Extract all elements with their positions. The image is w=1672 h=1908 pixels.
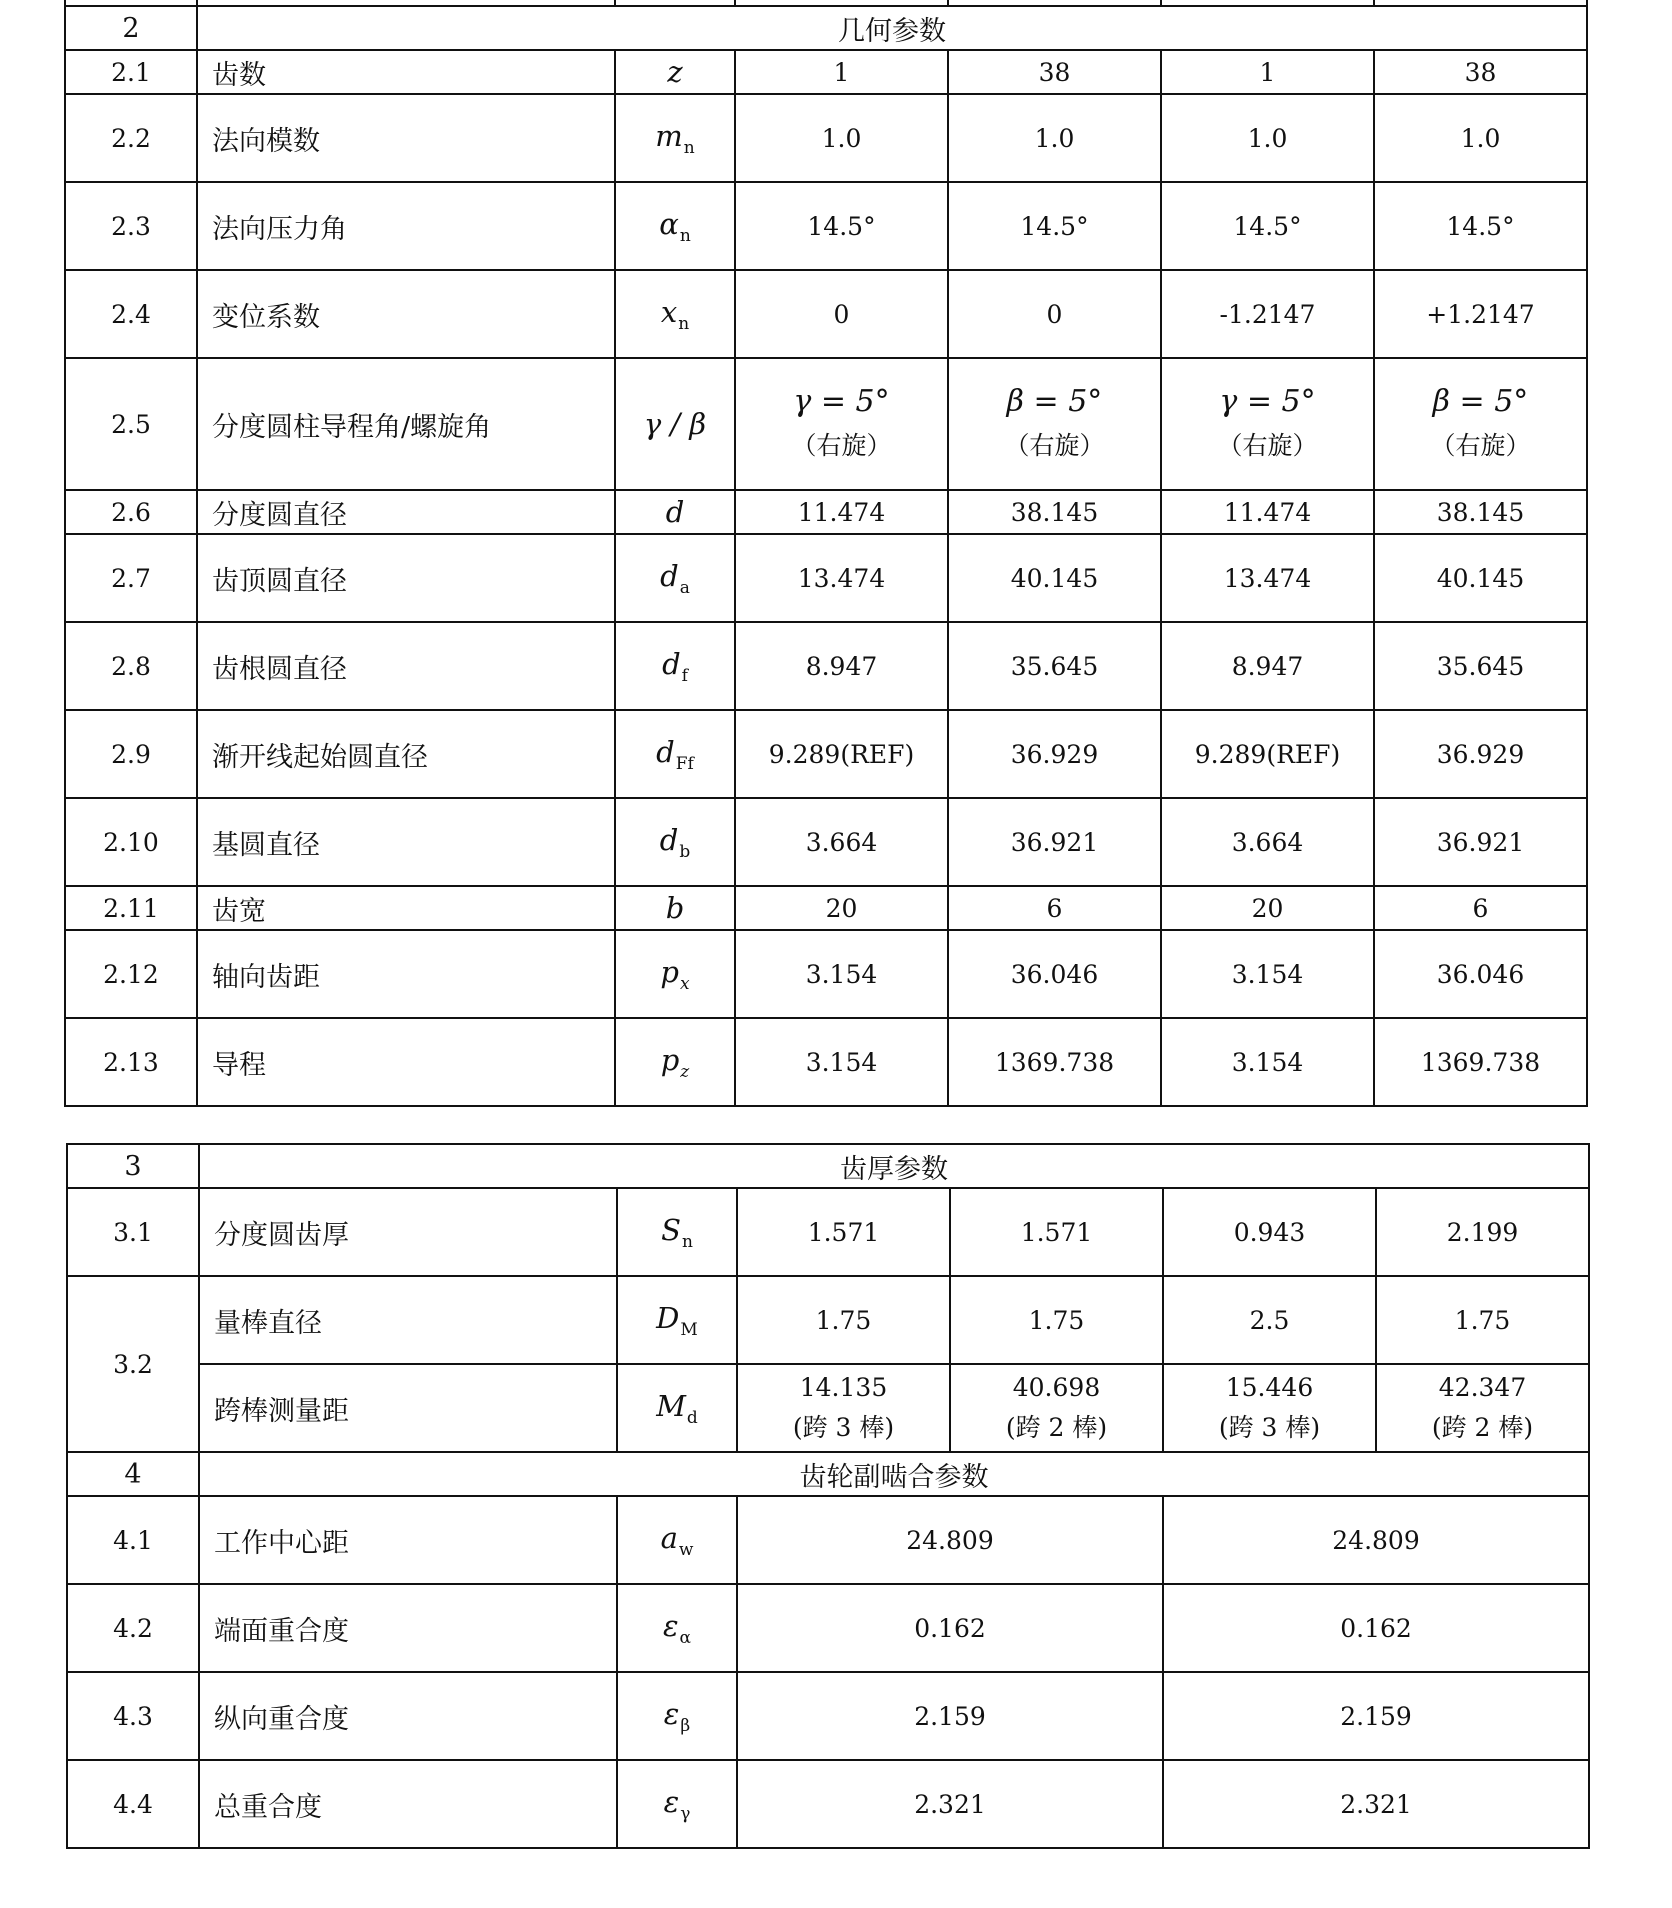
value-cell: 38.145 — [948, 490, 1161, 534]
value-cell: 1.0 — [1161, 94, 1374, 182]
table-row — [65, 182, 1587, 270]
section-header-row — [67, 1452, 1589, 1496]
parameter-symbol: $d_{Ff}$ — [615, 710, 735, 798]
section-header-row — [65, 6, 1587, 50]
parameter-symbol: $p_z$ — [615, 1018, 735, 1106]
value-cell: 1 — [1161, 50, 1374, 94]
value-cell: 35.645 — [1374, 622, 1587, 710]
value-cell: 36.929 — [948, 710, 1161, 798]
table-row — [65, 270, 1587, 358]
table-row — [65, 534, 1587, 622]
table-row — [65, 710, 1587, 798]
value-cell: γ = 5° （右旋） — [735, 358, 948, 490]
value-cell: 3.154 — [1161, 1018, 1374, 1106]
value-cell: 2.199 — [1376, 1188, 1589, 1276]
row-number: 3.1 — [67, 1188, 199, 1276]
value-cell: γ = 5° （右旋） — [1161, 358, 1374, 490]
value-cell: 1.0 — [948, 94, 1161, 182]
table-row — [65, 490, 1587, 534]
value-cell: 6 — [948, 886, 1161, 930]
parameter-name: 轴向齿距 — [197, 930, 615, 1018]
value-cell: 36.921 — [948, 798, 1161, 886]
parameter-name: 变位系数 — [197, 270, 615, 358]
section-number: 3 — [67, 1144, 199, 1188]
value-cell: 1.0 — [735, 94, 948, 182]
parameter-name: 纵向重合度 — [199, 1672, 617, 1760]
value-cell: 36.921 — [1374, 798, 1587, 886]
geometry-parameters-table — [64, 0, 1588, 1107]
value-cell: 24.809 — [1163, 1496, 1589, 1584]
value-cell: 1.571 — [950, 1188, 1163, 1276]
parameter-symbol: b — [615, 886, 735, 930]
parameter-name: 工作中心距 — [199, 1496, 617, 1584]
value-cell: 36.046 — [1374, 930, 1587, 1018]
section-title: 几何参数 — [197, 6, 1587, 50]
row-number: 2.8 — [65, 622, 197, 710]
value-cell: 40.145 — [1374, 534, 1587, 622]
table-row — [65, 886, 1587, 930]
parameter-name: 齿顶圆直径 — [197, 534, 615, 622]
parameter-name: 分度圆柱导程角/螺旋角 — [197, 358, 615, 490]
value-cell: 6 — [1374, 886, 1587, 930]
parameter-name: 基圆直径 — [197, 798, 615, 886]
value-cell: 42.347 (跨 2 棒) — [1376, 1364, 1589, 1452]
row-number: 2.1 — [65, 50, 197, 94]
table-row — [65, 930, 1587, 1018]
parameter-symbol: z — [615, 50, 735, 94]
table-row — [67, 1760, 1589, 1848]
row-number: 2.11 — [65, 886, 197, 930]
value-cell: 1.75 — [737, 1276, 950, 1364]
parameter-symbol: d — [615, 490, 735, 534]
value-cell: 0.162 — [1163, 1584, 1589, 1672]
row-number: 2.13 — [65, 1018, 197, 1106]
table-row — [65, 94, 1587, 182]
value-cell: 2.159 — [737, 1672, 1163, 1760]
row-number: 4.4 — [67, 1760, 199, 1848]
value-cell: 0 — [735, 270, 948, 358]
table-row — [65, 798, 1587, 886]
section-title: 齿厚参数 — [199, 1144, 1589, 1188]
value-cell: 3.664 — [735, 798, 948, 886]
value-cell: 11.474 — [735, 490, 948, 534]
row-number: 4.1 — [67, 1496, 199, 1584]
parameter-symbol: $D_M$ — [617, 1276, 737, 1364]
row-number: 2.7 — [65, 534, 197, 622]
value-cell: 38 — [1374, 50, 1587, 94]
parameter-name: 跨棒测量距 — [199, 1364, 617, 1452]
parameter-name: 端面重合度 — [199, 1584, 617, 1672]
row-number: 2.4 — [65, 270, 197, 358]
row-number: 2.12 — [65, 930, 197, 1018]
parameter-name: 总重合度 — [199, 1760, 617, 1848]
value-cell: 40.145 — [948, 534, 1161, 622]
parameter-name: 齿根圆直径 — [197, 622, 615, 710]
value-cell: 2.159 — [1163, 1672, 1589, 1760]
value-cell: 38 — [948, 50, 1161, 94]
parameter-symbol: $d_f$ — [615, 622, 735, 710]
value-cell: 0 — [948, 270, 1161, 358]
parameter-symbol: $\alpha_n$ — [615, 182, 735, 270]
table-row — [67, 1672, 1589, 1760]
value-cell: 9.289(REF) — [735, 710, 948, 798]
section-title: 齿轮副啮合参数 — [199, 1452, 1589, 1496]
value-cell: β = 5° （右旋） — [1374, 358, 1587, 490]
row-number: 4.3 — [67, 1672, 199, 1760]
value-cell: 14.135 (跨 3 棒) — [737, 1364, 950, 1452]
value-cell: 14.5° — [948, 182, 1161, 270]
parameter-name: 分度圆直径 — [197, 490, 615, 534]
table-row — [65, 622, 1587, 710]
value-cell: 8.947 — [735, 622, 948, 710]
value-cell: 24.809 — [737, 1496, 1163, 1584]
value-cell: 1369.738 — [1374, 1018, 1587, 1106]
value-cell: 0.162 — [737, 1584, 1163, 1672]
value-cell: 1369.738 — [948, 1018, 1161, 1106]
value-cell: 14.5° — [1374, 182, 1587, 270]
value-cell: 3.154 — [735, 930, 948, 1018]
value-cell: 15.446 (跨 3 棒) — [1163, 1364, 1376, 1452]
parameter-symbol: $\varepsilon_\alpha$ — [617, 1584, 737, 1672]
table-row — [67, 1584, 1589, 1672]
value-cell: 1 — [735, 50, 948, 94]
value-cell: 11.474 — [1161, 490, 1374, 534]
row-number: 2.9 — [65, 710, 197, 798]
value-cell: -1.2147 — [1161, 270, 1374, 358]
parameter-name: 渐开线起始圆直径 — [197, 710, 615, 798]
parameter-symbol: $S_n$ — [617, 1188, 737, 1276]
value-cell: 8.947 — [1161, 622, 1374, 710]
parameter-symbol: $M_d$ — [617, 1364, 737, 1452]
parameter-symbol: $a_w$ — [617, 1496, 737, 1584]
parameter-name: 齿数 — [197, 50, 615, 94]
value-cell: 1.571 — [737, 1188, 950, 1276]
row-number: 2.3 — [65, 182, 197, 270]
table-row — [65, 358, 1587, 490]
section-header-row — [67, 1144, 1589, 1188]
value-cell: 40.698 (跨 2 棒) — [950, 1364, 1163, 1452]
value-cell: 3.664 — [1161, 798, 1374, 886]
row-number: 2.6 — [65, 490, 197, 534]
value-cell: 13.474 — [1161, 534, 1374, 622]
value-cell: β = 5° （右旋） — [948, 358, 1161, 490]
value-cell: 13.474 — [735, 534, 948, 622]
value-cell: 14.5° — [735, 182, 948, 270]
value-cell: 3.154 — [735, 1018, 948, 1106]
row-number: 2.2 — [65, 94, 197, 182]
parameter-name: 量棒直径 — [199, 1276, 617, 1364]
table-row — [67, 1364, 1589, 1452]
value-cell: 20 — [1161, 886, 1374, 930]
value-cell: 2.321 — [737, 1760, 1163, 1848]
table-row — [65, 1018, 1587, 1106]
row-number: 2.5 — [65, 358, 197, 490]
value-cell: 14.5° — [1161, 182, 1374, 270]
value-cell: 1.75 — [950, 1276, 1163, 1364]
row-number: 3.2 — [67, 1276, 199, 1452]
parameter-symbol: $m_n$ — [615, 94, 735, 182]
value-cell: 9.289(REF) — [1161, 710, 1374, 798]
value-cell: 1.75 — [1376, 1276, 1589, 1364]
value-cell: 38.145 — [1374, 490, 1587, 534]
value-cell: 2.321 — [1163, 1760, 1589, 1848]
parameter-name: 法向压力角 — [197, 182, 615, 270]
value-cell: +1.2147 — [1374, 270, 1587, 358]
section-number: 4 — [67, 1452, 199, 1496]
value-cell: 1.0 — [1374, 94, 1587, 182]
value-cell: 0.943 — [1163, 1188, 1376, 1276]
value-cell: 3.154 — [1161, 930, 1374, 1018]
parameter-symbol: $p_x$ — [615, 930, 735, 1018]
parameter-symbol: $x_n$ — [615, 270, 735, 358]
parameter-symbol: $d_a$ — [615, 534, 735, 622]
parameter-symbol: γ / β — [615, 358, 735, 490]
thickness-mesh-parameters-table — [66, 1143, 1590, 1849]
parameter-name: 导程 — [197, 1018, 615, 1106]
parameter-symbol: $\varepsilon_\gamma$ — [617, 1760, 737, 1848]
section-number: 2 — [65, 6, 197, 50]
table-row — [65, 50, 1587, 94]
table-row — [67, 1276, 1589, 1364]
value-cell: 36.046 — [948, 930, 1161, 1018]
parameter-symbol: $\varepsilon_\beta$ — [617, 1672, 737, 1760]
row-number: 4.2 — [67, 1584, 199, 1672]
parameter-symbol: $d_b$ — [615, 798, 735, 886]
row-number: 2.10 — [65, 798, 197, 886]
value-cell: 20 — [735, 886, 948, 930]
value-cell: 2.5 — [1163, 1276, 1376, 1364]
value-cell: 35.645 — [948, 622, 1161, 710]
parameter-name: 法向模数 — [197, 94, 615, 182]
parameter-name: 齿宽 — [197, 886, 615, 930]
table-row — [67, 1188, 1589, 1276]
table-row — [67, 1496, 1589, 1584]
value-cell: 36.929 — [1374, 710, 1587, 798]
parameter-name: 分度圆齿厚 — [199, 1188, 617, 1276]
